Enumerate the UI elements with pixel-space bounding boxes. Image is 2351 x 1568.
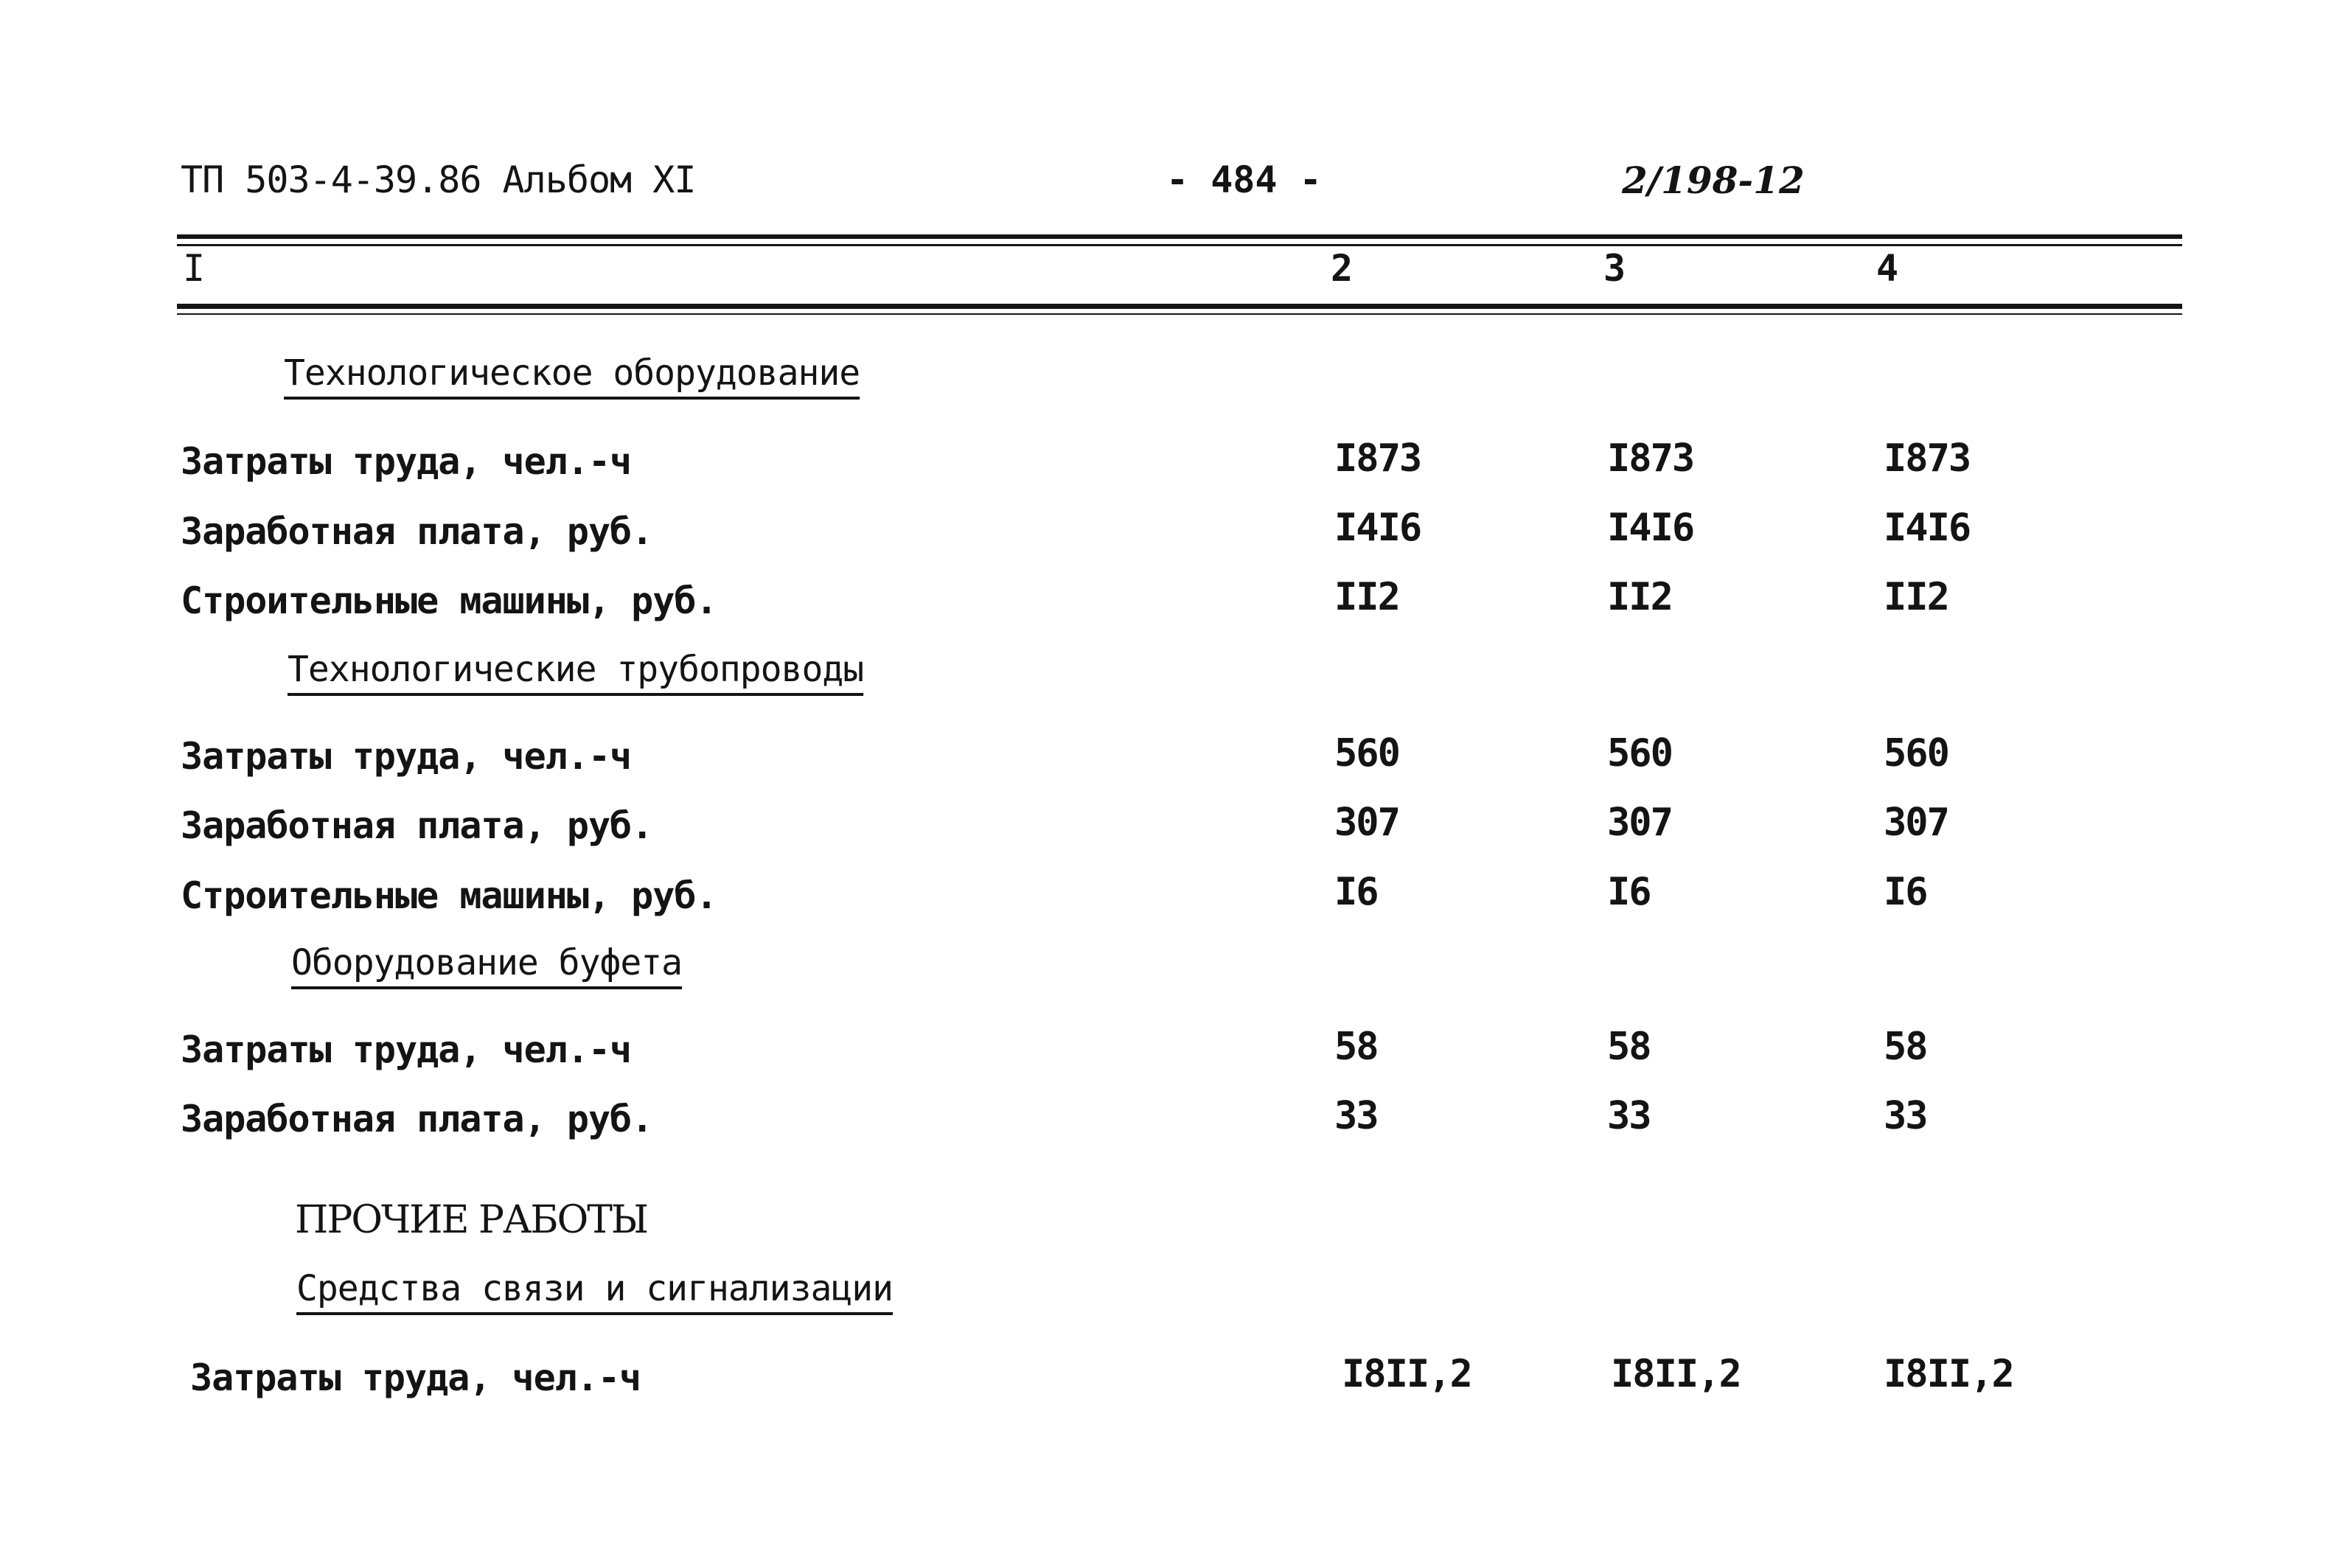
section-title: Технологическое оборудование bbox=[284, 352, 860, 394]
row-label: Заработная плата, руб. bbox=[181, 510, 653, 553]
row-label: Затраты труда, чел.-ч bbox=[181, 440, 632, 483]
row-value: I4I6 bbox=[1884, 506, 1971, 550]
row-label: Заработная плата, руб. bbox=[181, 804, 653, 847]
column-header-3: 3 bbox=[1603, 247, 1626, 290]
row-value: 307 bbox=[1607, 801, 1672, 845]
row-value: I8II,2 bbox=[1342, 1352, 1471, 1396]
row-value: 33 bbox=[1607, 1094, 1651, 1138]
row-value: 307 bbox=[1884, 801, 1948, 845]
row-value: 33 bbox=[1884, 1094, 1927, 1138]
document-designation: ТП 503-4-39.86 Альбом XI bbox=[181, 158, 696, 201]
row-value: I873 bbox=[1607, 436, 1694, 481]
row-label: Затраты труда, чел.-ч bbox=[190, 1356, 641, 1399]
row-value: I873 bbox=[1334, 436, 1421, 481]
table-top-rule-thin bbox=[177, 244, 2182, 246]
row-value: 58 bbox=[1334, 1025, 1378, 1069]
row-value: 560 bbox=[1334, 731, 1399, 776]
row-value: II2 bbox=[1334, 575, 1399, 619]
row-label: Затраты труда, чел.-ч bbox=[181, 735, 632, 778]
row-value: I8II,2 bbox=[1884, 1352, 2013, 1396]
section-title: Средства связи и сигнализации bbox=[296, 1268, 894, 1309]
row-value: 33 bbox=[1334, 1094, 1378, 1138]
row-label: Заработная плата, руб. bbox=[181, 1098, 653, 1140]
row-value: II2 bbox=[1884, 575, 1948, 619]
row-value: I6 bbox=[1607, 870, 1651, 914]
row-label: Строительные машины, руб. bbox=[181, 874, 717, 917]
column-header-2: 2 bbox=[1331, 247, 1354, 290]
row-value: I6 bbox=[1884, 870, 1927, 914]
section-title: Оборудование буфета bbox=[291, 942, 683, 983]
row-value: 560 bbox=[1884, 731, 1948, 776]
row-value: 560 bbox=[1607, 731, 1672, 776]
row-value: I4I6 bbox=[1607, 506, 1694, 550]
row-value: 58 bbox=[1884, 1025, 1927, 1069]
section-title: Технологические трубопроводы bbox=[288, 649, 864, 690]
handwritten-code: 2/198-12 bbox=[1622, 158, 1805, 202]
table-header-bottom-rule bbox=[177, 304, 2182, 309]
row-label: Строительные машины, руб. bbox=[181, 579, 717, 622]
row-value: I8II,2 bbox=[1611, 1352, 1741, 1396]
row-value: 58 bbox=[1607, 1025, 1651, 1069]
row-value: 307 bbox=[1334, 801, 1399, 845]
row-value: I4I6 bbox=[1334, 506, 1421, 550]
row-label: Затраты труда, чел.-ч bbox=[181, 1028, 632, 1071]
page-number: - 484 - bbox=[1166, 158, 1322, 201]
table-top-rule bbox=[177, 234, 2182, 239]
other-works-heading: ПРОЧИЕ РАБОТЫ bbox=[295, 1198, 648, 1242]
row-value: I6 bbox=[1334, 870, 1378, 914]
column-header-4: 4 bbox=[1876, 247, 1899, 290]
row-value: I873 bbox=[1884, 436, 1971, 481]
row-value: II2 bbox=[1607, 575, 1672, 619]
column-header-1: I bbox=[183, 247, 206, 290]
table-header-bottom-rule-thin bbox=[177, 313, 2182, 315]
